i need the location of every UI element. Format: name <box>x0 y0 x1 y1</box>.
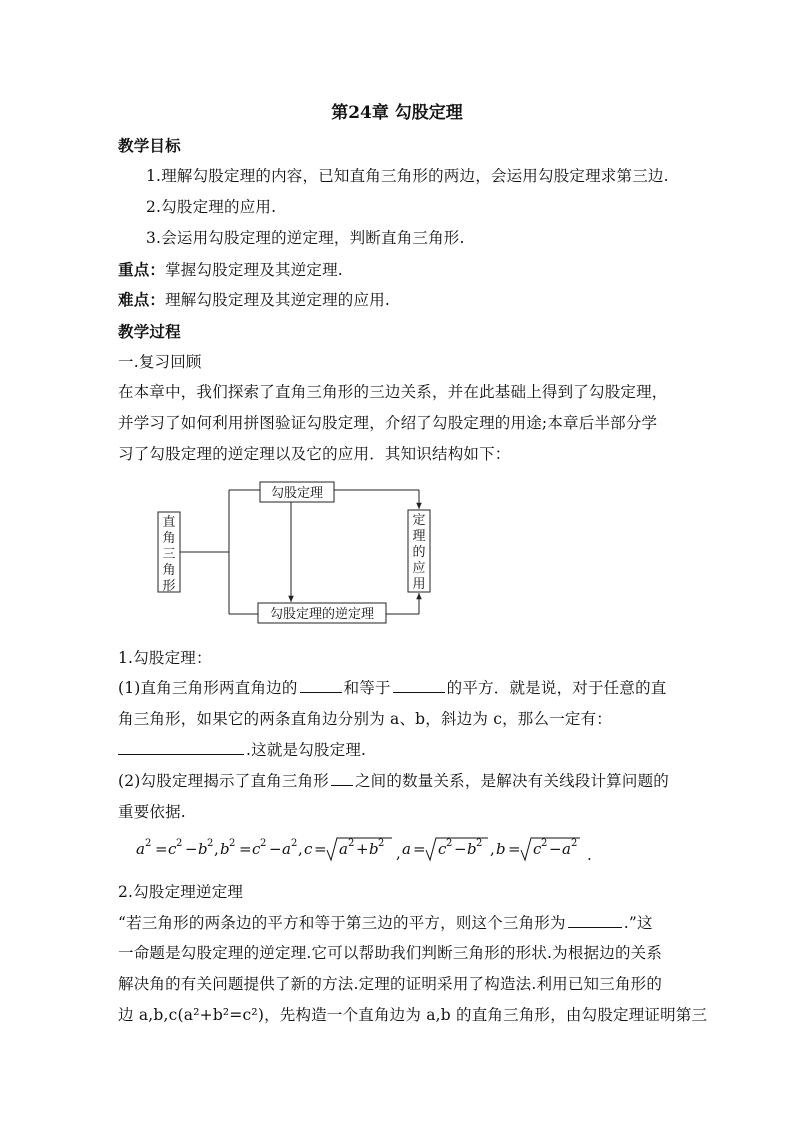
item2-line3: 解决角的有关问题提供了新的方法.定理的证明采用了构造法.利用已知三角形的 <box>118 975 663 993</box>
svg-text:a: a <box>402 840 411 858</box>
difficulty <box>118 288 390 310</box>
item1-heading: 1.勾股定理： <box>118 649 212 667</box>
svg-text:2: 2 <box>229 838 236 849</box>
difficulty-text: 理解勾股定理及其逆定理的应用. <box>165 291 391 309</box>
right-box-char-3: 的 <box>412 545 426 560</box>
svg-text:=: = <box>314 840 327 858</box>
objective-2: 2.勾股定理的应用. <box>146 198 277 216</box>
svg-text:b: b <box>467 840 477 858</box>
svg-text:c: c <box>168 840 177 858</box>
item2-heading: 2.勾股定理逆定理 <box>118 883 244 901</box>
item1-p1-text-c: 的平方．就是说，对于任意的直 <box>446 679 667 697</box>
svg-text:−: − <box>549 840 562 858</box>
fill-blank-2[interactable] <box>393 678 445 693</box>
svg-text:=: = <box>239 840 252 858</box>
svg-text:=: = <box>155 840 168 858</box>
svg-text:,: , <box>298 840 303 858</box>
svg-text:2: 2 <box>260 838 267 849</box>
item2-line2: 一命题是勾股定理的逆定理.它可以帮助我们判断三角形的形状.为根据边的关系 <box>118 944 663 962</box>
svg-text:2: 2 <box>291 838 298 849</box>
item1-p1-line3-text: .这就是勾股定理. <box>246 741 367 759</box>
left-box-char-2: 角 <box>162 531 176 546</box>
svg-text:2: 2 <box>541 838 548 849</box>
item1-p2-line2: 重要依据. <box>118 803 186 821</box>
svg-text:+: + <box>356 840 369 858</box>
intro-line-3: 习了勾股定理的逆定理以及它的应用．其知识结构如下： <box>118 445 511 463</box>
item1-p1-line1 <box>118 676 666 698</box>
svg-text:b: b <box>369 840 379 858</box>
svg-text:b: b <box>496 840 506 858</box>
svg-text:a: a <box>282 840 291 858</box>
knowledge-structure-diagram <box>150 478 450 628</box>
svg-text:c: c <box>304 840 313 858</box>
section-review: 一.复习回顾 <box>118 353 202 371</box>
svg-text:2: 2 <box>476 838 483 849</box>
svg-text:c: c <box>533 840 542 858</box>
pythagorean-formulas <box>136 832 596 866</box>
svg-text:a: a <box>136 840 145 858</box>
fill-blank-1[interactable] <box>300 678 342 693</box>
svg-text:−: − <box>454 840 467 858</box>
svg-text:−: − <box>185 840 198 858</box>
left-box-char-5: 形 <box>162 579 176 594</box>
key-point-text: 掌握勾股定理及其逆定理. <box>165 261 343 279</box>
item1-p2-text-b: 之间的数量关系，是解决有关线段计算问题的 <box>354 772 669 790</box>
item2-line1-text-b: .”这 <box>623 914 653 932</box>
svg-text:2: 2 <box>207 838 214 849</box>
fill-blank-3[interactable] <box>118 740 244 755</box>
right-box-char-5: 用 <box>412 577 426 592</box>
svg-text:a: a <box>339 840 348 858</box>
svg-text:2: 2 <box>176 838 183 849</box>
svg-text:b: b <box>198 840 208 858</box>
fill-blank-4[interactable] <box>331 771 353 786</box>
objectives-heading: 教学目标 <box>118 136 181 155</box>
svg-text:c: c <box>252 840 261 858</box>
left-box-char-4: 角 <box>162 563 176 578</box>
objective-3: 3.会运用勾股定理的逆定理，判断直角三角形. <box>146 229 465 247</box>
right-box-char-1: 定 <box>412 513 426 528</box>
key-point-label: 重点： <box>118 260 166 279</box>
page-title: 第24章 勾股定理 <box>331 103 463 123</box>
svg-text:−: − <box>269 840 282 858</box>
item1-p2-text-a: (2)勾股定理揭示了直角三角形 <box>118 772 329 790</box>
objective-1: 1.理解勾股定理的内容，已知直角三角形的两边，会运用勾股定理求第三边. <box>146 167 669 185</box>
right-box-char-2: 理 <box>412 529 426 544</box>
process-heading: 教学过程 <box>118 322 181 341</box>
intro-line-2: 并学习了如何利用拼图验证勾股定理，介绍了勾股定理的用途;本章后半部分学 <box>118 414 658 432</box>
svg-text:,: , <box>396 844 401 862</box>
fill-blank-5[interactable] <box>568 913 622 928</box>
svg-text:2: 2 <box>348 838 355 849</box>
item2-line1-text-a: “若三角形的两条边的平方和等于第三边的平方，则这个三角形为 <box>118 914 566 932</box>
svg-text:b: b <box>220 840 230 858</box>
svg-text:2: 2 <box>446 838 453 849</box>
top-box-label: 勾股定理 <box>270 486 324 501</box>
right-box-char-4: 应 <box>412 561 426 576</box>
svg-text:2: 2 <box>378 838 385 849</box>
item1-p2-line1 <box>118 769 669 791</box>
svg-text:2: 2 <box>145 838 152 849</box>
left-box-char-3: 三 <box>162 547 176 562</box>
item1-p1-line2: 角三角形，如果它的两条直角边分别为 a、b，斜边为 c，那么一定有： <box>118 710 613 728</box>
svg-text:c: c <box>438 840 447 858</box>
svg-text:=: = <box>508 840 521 858</box>
bottom-box-label: 勾股定理的逆定理 <box>269 607 375 622</box>
key-point <box>118 258 343 280</box>
left-box-char-1: 直 <box>162 515 176 530</box>
svg-text:a: a <box>562 840 571 858</box>
svg-text:2: 2 <box>571 838 578 849</box>
difficulty-label: 难点： <box>118 290 166 309</box>
intro-line-1: 在本章中，我们探索了直角三角形的三边关系，并在此基础上得到了勾股定理， <box>118 383 668 401</box>
item1-p1-text-b: 和等于 <box>343 679 391 697</box>
item1-p1-text-a: (1)直角三角形两直角边的 <box>118 679 298 697</box>
svg-text:=: = <box>413 840 426 858</box>
item1-p1-line3 <box>118 738 366 760</box>
svg-text:.: . <box>587 846 592 864</box>
svg-text:,: , <box>490 840 495 858</box>
item2-line1 <box>118 911 653 933</box>
svg-text:,: , <box>214 840 219 858</box>
item2-line4: 边 a,b,c(a²+b²=c²)，先构造一个直角边为 a,b 的直角三角形，由勾股定理证明第三 <box>118 1006 708 1024</box>
